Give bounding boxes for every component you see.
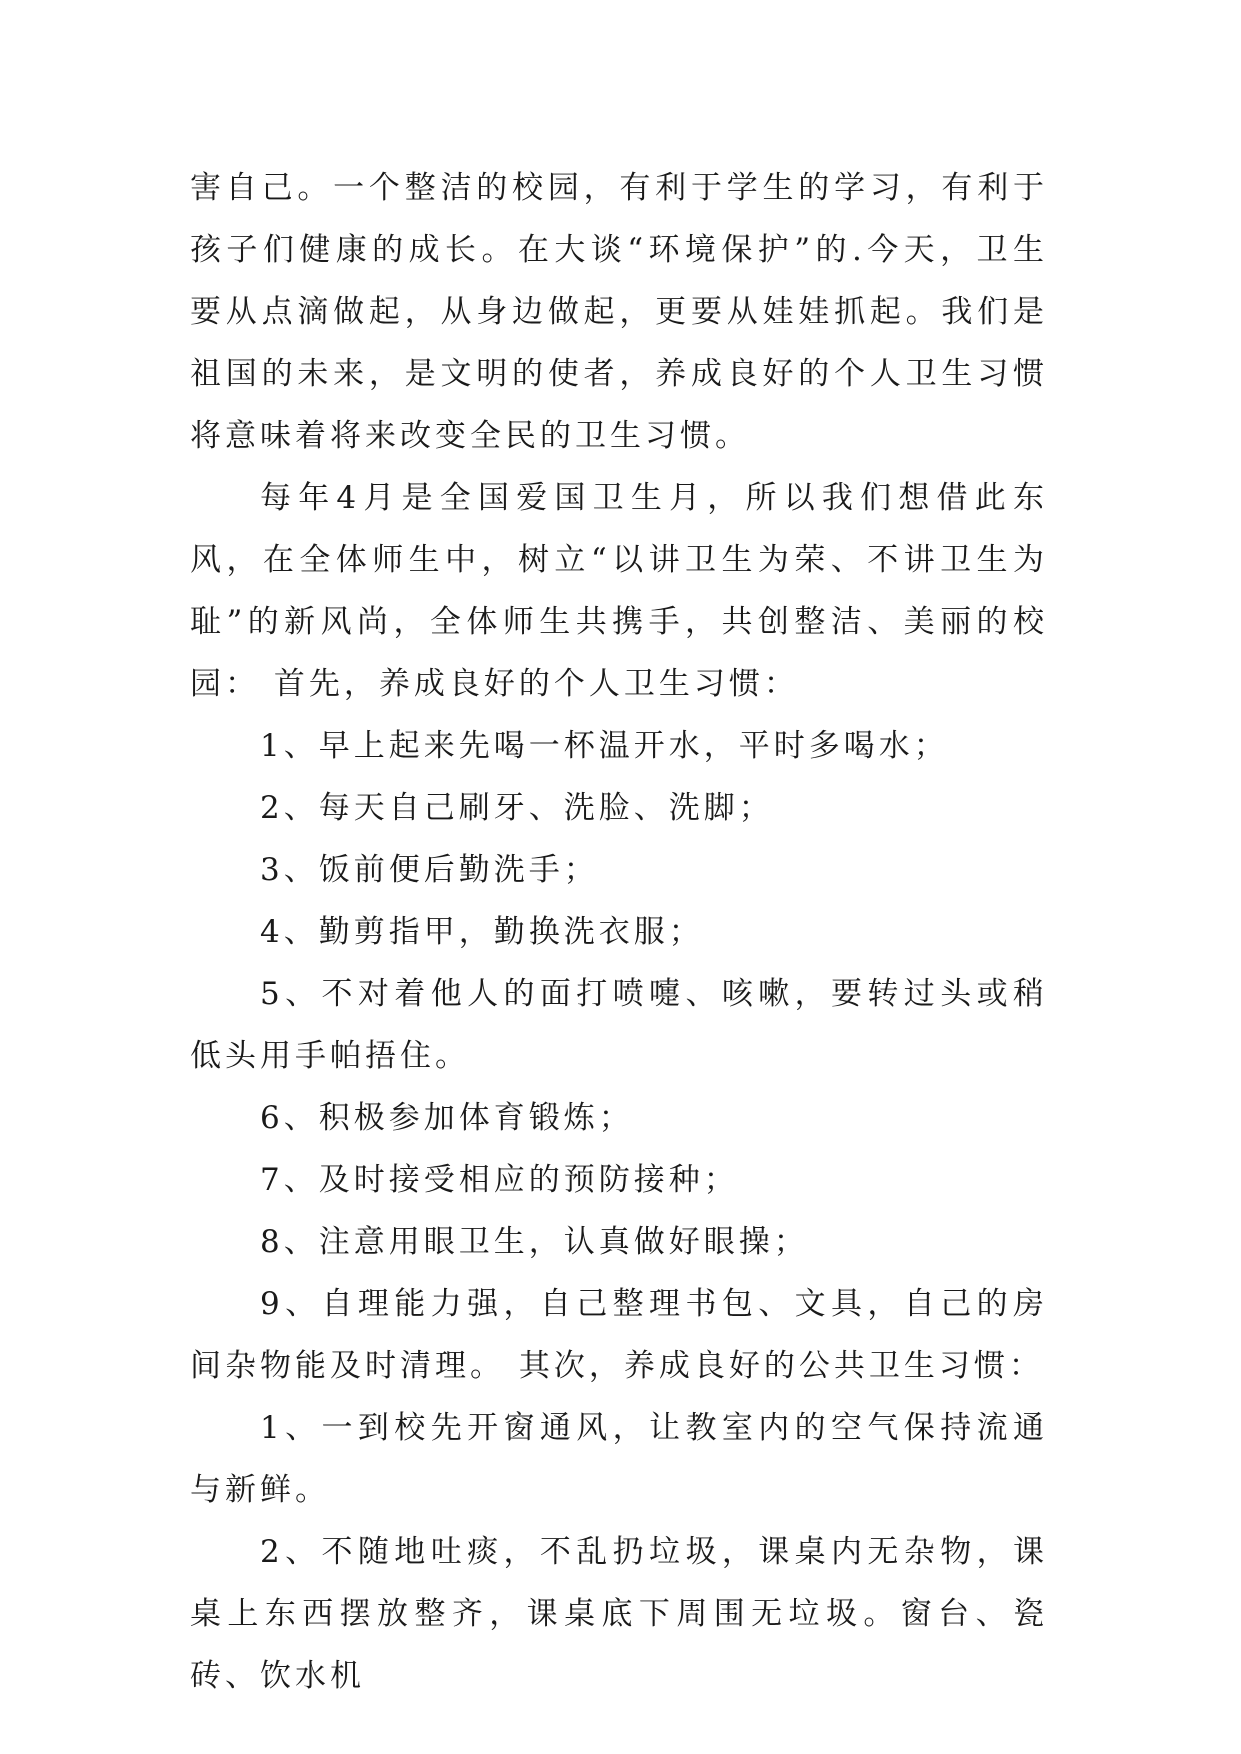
personal-habit-item-1: 1、早上起来先喝一杯温开水，平时多喝水； [260,728,949,764]
personal-habit-item-4: 4、勤剪指甲，勤换洗衣服； [260,914,704,950]
paragraph-intro: 害自己。一个整洁的校园，有利于学生的学习，有利于孩子们健康的成长。在大谈“环境保护”的.今天，卫生要从点滴做起，从身边做起，更要从娃娃抓起。我们是祖国的未来，是文明的使者，养成良好的个人卫生习惯将意味着将来改变全民的卫生习惯。 [190,170,1048,454]
personal-habit-item-9: 9、自理能力强，自己整理书包、文具，自己的房间杂物能及时清理。 其次，养成良好的公共卫生习惯： [190,1286,1048,1384]
paragraph-hygiene-month: 每年4月是全国爱国卫生月，所以我们想借此东风，在全体师生中，树立“以讲卫生为荣、不讲卫生为耻”的新风尚，全体师生共携手，共创整洁、美丽的校园： 首先，养成良好的个人卫生习惯： [190,480,1048,702]
personal-habit-item-7: 7、及时接受相应的预防接种； [260,1162,739,1198]
document-body [190,157,1048,1707]
personal-habit-item-5: 5、不对着他人的面打喷嚏、咳嗽，要转过头或稍低头用手帕捂住。 [190,976,1048,1074]
personal-habit-item-3: 3、饭前便后勤洗手； [260,852,599,888]
public-habit-item-2: 2、不随地吐痰，不乱扔垃圾，课桌内无杂物，课桌上东西摆放整齐，课桌底下周围无垃圾。窗台、瓷砖、饮水机 [190,1534,1048,1694]
public-habit-item-1: 1、一到校先开窗通风，让教室内的空气保持流通与新鲜。 [190,1410,1048,1508]
personal-habit-item-2: 2、每天自己刷牙、洗脸、洗脚； [260,790,774,826]
personal-habit-item-8: 8、注意用眼卫生，认真做好眼操； [260,1224,809,1260]
personal-habit-item-6: 6、积极参加体育锻炼； [260,1100,634,1136]
